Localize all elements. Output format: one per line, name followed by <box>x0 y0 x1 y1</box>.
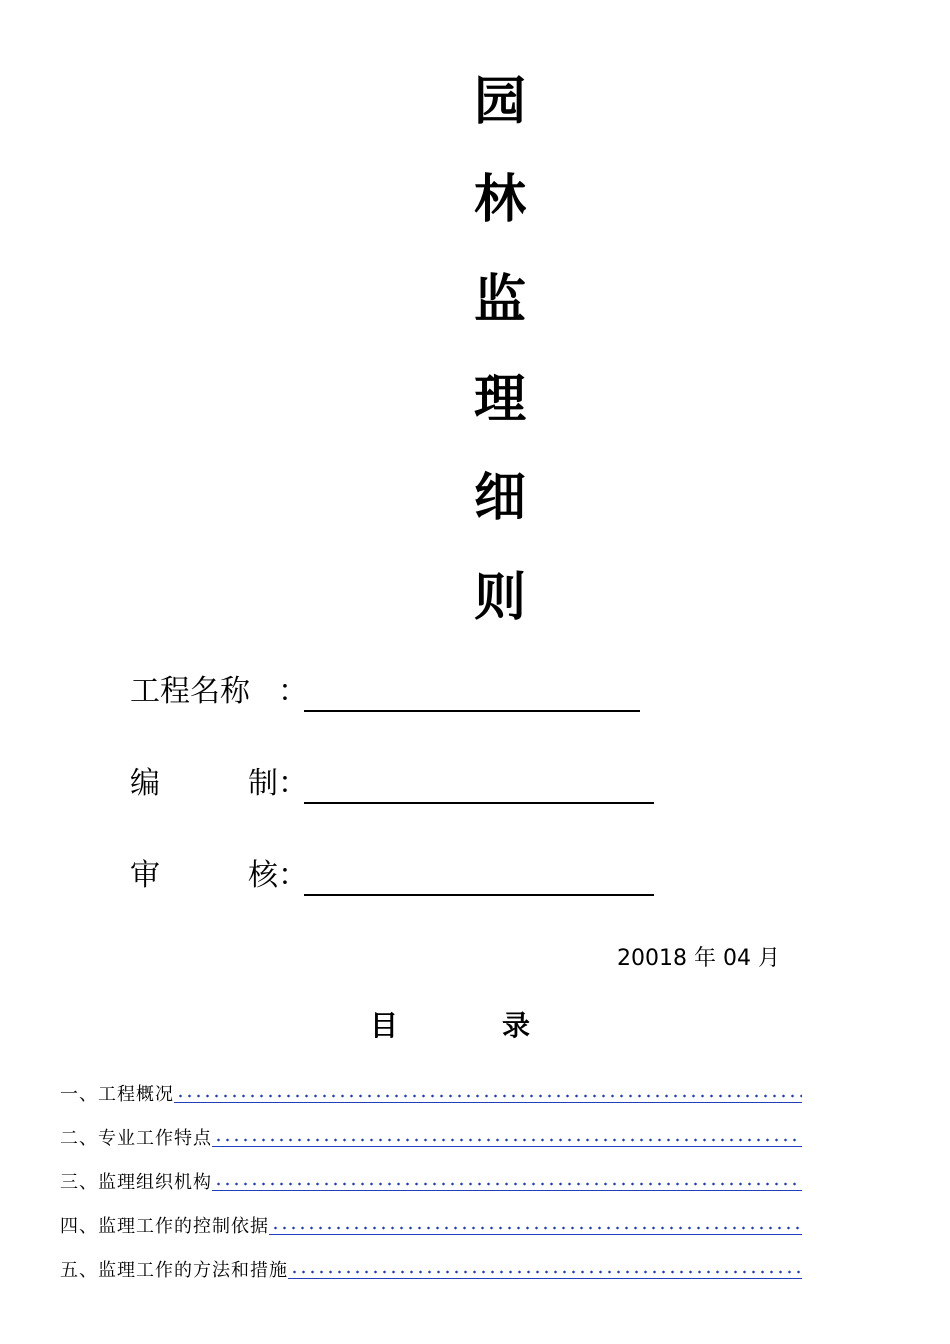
compiler-label-b: 制 <box>248 766 278 801</box>
toc-leader <box>288 1256 802 1279</box>
toc-item[interactable] <box>60 1066 802 1110</box>
compiler-label <box>130 764 308 804</box>
toc-item[interactable] <box>60 1242 802 1286</box>
toc-leader <box>174 1080 802 1103</box>
reviewer-field[interactable] <box>304 858 654 896</box>
project-name-field[interactable] <box>304 674 640 712</box>
title-char-6: 则 <box>473 568 526 628</box>
compiler-row <box>130 760 654 804</box>
title-char-1: 园 <box>473 72 526 132</box>
toc-title <box>370 1008 530 1044</box>
title-char-2: 林 <box>473 170 526 230</box>
colon: ： <box>278 674 308 709</box>
title-char-3: 监 <box>473 270 526 330</box>
toc-item[interactable] <box>60 1110 802 1154</box>
colon: ： <box>278 766 308 801</box>
toc-item[interactable] <box>60 1154 802 1198</box>
toc-item-label[interactable]: 一、工程概况 <box>60 1084 174 1105</box>
toc-title-a: 目 <box>370 1009 399 1042</box>
toc-item-label[interactable]: 三、监理组织机构 <box>60 1172 212 1193</box>
reviewer-label-b: 核 <box>248 858 278 893</box>
compiler-field[interactable] <box>304 766 654 804</box>
title-char-5: 细 <box>473 468 526 528</box>
toc-item-label[interactable]: 四、监理工作的控制依据 <box>60 1216 269 1237</box>
project-name-label <box>130 672 308 712</box>
project-name-text: 工程名称 <box>130 674 250 709</box>
toc-item-label[interactable]: 二、专业工作特点 <box>60 1128 212 1149</box>
toc-leader <box>269 1212 802 1235</box>
toc-title-b: 录 <box>501 1009 530 1042</box>
colon: ： <box>278 858 308 893</box>
compiler-label-a: 编 <box>130 766 160 801</box>
toc-list <box>60 1066 802 1286</box>
reviewer-label-a: 审 <box>130 858 160 893</box>
document-date: 20018 年 04 月 <box>617 946 780 971</box>
reviewer-label <box>130 856 308 896</box>
project-name-row <box>130 668 640 712</box>
reviewer-row <box>130 852 654 896</box>
title-char-4: 理 <box>473 370 526 430</box>
toc-leader <box>212 1168 802 1191</box>
toc-item-label[interactable]: 五、监理工作的方法和措施 <box>60 1260 288 1281</box>
toc-item[interactable] <box>60 1198 802 1242</box>
toc-leader <box>212 1124 802 1147</box>
